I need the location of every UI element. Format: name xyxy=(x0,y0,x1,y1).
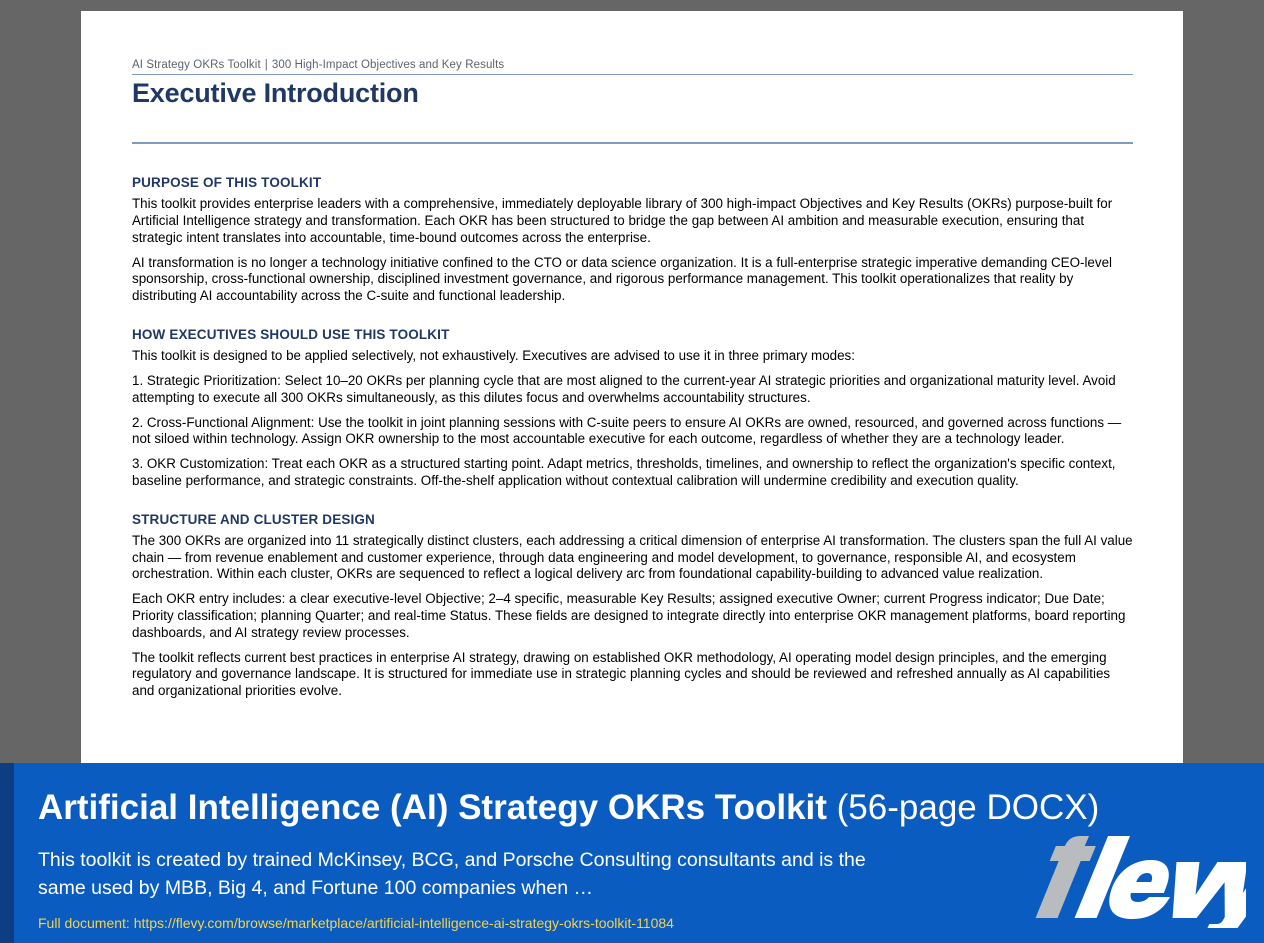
document-page xyxy=(81,11,1183,833)
section-paragraph: 2. Cross-Functional Alignment: Use the toolkit in joint planning sessions with C-suite peers to ensure AI OKRs are owned, resourced, and governed across functions — not siloed within technology. Assign OKR ownership to the most accountable executive for each outcome, regardless of whether they are a technology leader. xyxy=(132,414,1122,447)
title-divider xyxy=(132,142,1133,144)
section-structure xyxy=(132,512,1133,700)
banner-document-url[interactable]: Full document: https://flevy.com/browse/marketplace/artificial-intelligence-ai-strategy-okrs-toolkit-11084 xyxy=(38,915,674,931)
section-heading: HOW EXECUTIVES SHOULD USE THIS TOOLKIT xyxy=(132,327,450,343)
section-purpose xyxy=(132,175,1133,305)
banner-title-strong: Artificial Intelligence (AI) Strategy OKRs Toolkit xyxy=(38,788,827,827)
page-title: Executive Introduction xyxy=(132,78,419,108)
kicker-divider xyxy=(132,74,1133,75)
document-kicker xyxy=(132,59,1133,73)
kicker-separator: | xyxy=(264,59,268,71)
section-heading: PURPOSE OF THIS TOOLKIT xyxy=(132,175,322,191)
banner-title-light: (56-page DOCX) xyxy=(836,788,1100,827)
banner-left-edge xyxy=(0,763,14,943)
section-paragraph: This toolkit provides enterprise leaders with a comprehensive, immediately deployable library of 300 high-impact Objectives and Key Results (OKRs) purpose-built for Artificial Intelligence strategy and transformation. Each OKR has been structured to bridge the gap between AI ambition and measurable execution, ensuring that strategic intent translates into accountable, time-bound outcomes across the enterprise. xyxy=(132,196,1113,245)
kicker-right-text: 300 High-Impact Objectives and Key Results xyxy=(271,59,505,71)
banner-title xyxy=(38,790,1099,825)
flevy-logo[interactable] xyxy=(1016,836,1246,928)
section-paragraph: The toolkit reflects current best practices in enterprise AI strategy, drawing on established OKR methodology, AI operating model design principles, and the emerging regulatory and governance landscape. It is structured for immediate use in strategic planning cycles and should be reviewed and refreshed annually as AI capabilities and organizational priorities evolve. xyxy=(132,649,1111,699)
section-paragraph: 1. Strategic Prioritization: Select 10–20 OKRs per planning cycle that are most aligned to the current-year AI strategic priorities and organizational maturity level. Avoid attempting to execute all 300 OKRs simultaneously, as this dilutes focus and overwhelms accountability structures. xyxy=(132,372,1116,405)
kicker-left-text: AI Strategy OKRs Toolkit xyxy=(132,59,261,71)
section-how-to-use xyxy=(132,327,1133,490)
document-content xyxy=(132,59,1133,700)
section-heading: STRUCTURE AND CLUSTER DESIGN xyxy=(132,511,375,527)
banner-description: This toolkit is created by trained McKinsey, BCG, and Porsche Consulting consultants and is the same used by MBB, Big 4, and Fortune 100 companies when … xyxy=(38,849,866,899)
section-paragraph: Each OKR entry includes: a clear executive-level Objective; 2–4 specific, measurable Key Results; assigned executive Owner; current Progress indicator; Due Date; Priority classification; planning Quarter; and real-time Status. These fields are designed to integrate directly into enterprise OKR management platforms, board reporting dashboards, and AI strategy review processes. xyxy=(132,591,1126,640)
section-paragraph: The 300 OKRs are organized into 11 strategically distinct clusters, each addressing a critical dimension of enterprise AI transformation. The clusters span the full AI value chain — from revenue enablement and customer experience, through data engineering and model development, to governance, responsible AI, and ecosystem orchestration. Within each cluster, OKRs are sequenced to reflect a logical delivery arc from foundational capability-building to advanced value realization. xyxy=(132,532,1133,582)
section-paragraph: This toolkit is designed to be applied selectively, not exhaustively. Executives are advised to use it in three primary modes: xyxy=(132,348,855,364)
section-paragraph: 3. OKR Customization: Treat each OKR as a structured starting point. Adapt metrics, thresholds, timelines, and ownership to reflect the organization's specific context, baseline performance, and strategic constraints. Off-the-shelf application without contextual calibration will undermine credibility and execution quality. xyxy=(132,456,1116,488)
section-paragraph: AI transformation is no longer a technology initiative confined to the CTO or data science organization. It is a full-enterprise strategic imperative demanding CEO-level sponsorship, cross-functional ownership, disciplined investment governance, and rigorous performance management. This toolkit operationalizes that reality by distributing AI accountability across the C-suite and functional leadership. xyxy=(132,254,1113,304)
